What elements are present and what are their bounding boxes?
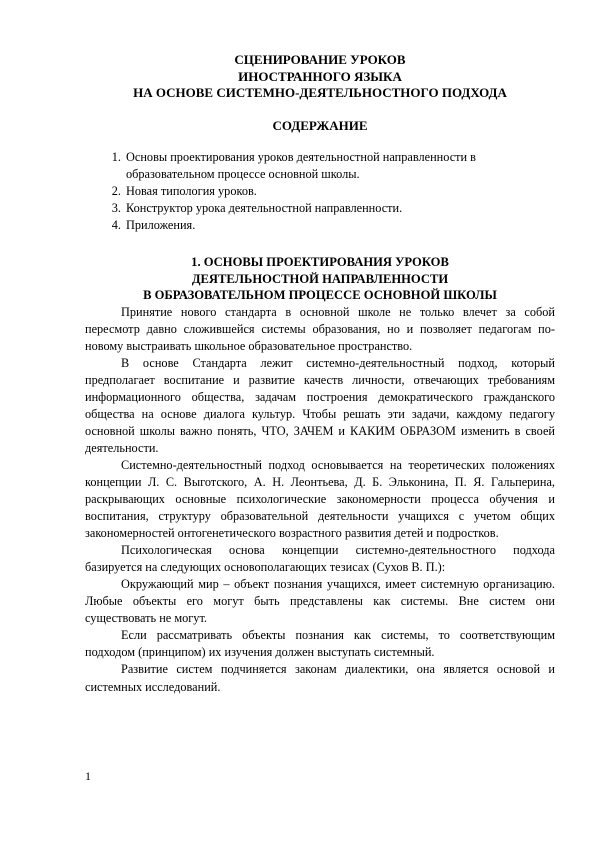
page-number: 1: [85, 769, 91, 783]
toc-item: 4. Приложения.: [124, 217, 555, 234]
section-heading-line: В ОБРАЗОВАТЕЛЬНОМ ПРОЦЕССЕ ОСНОВНОЙ ШКОЛЫ: [143, 288, 497, 302]
body-paragraph: В основе Стандарта лежит системно-деятельностный подход, который предполагает воспитание и развитие качеств личности, отвечающих требованиям информационного общества, задачам построения демократического гражданского общества на основе диалога культур. Чтобы решать эти задачи, каждому педагогу основной школы важно понять, ЧТО, ЗАЧЕМ и КАКИМ ОБРАЗОМ изменить в своей деятельности.: [85, 355, 555, 455]
title-line: НА ОСНОВЕ СИСТЕМНО-ДЕЯТЕЛЬНОСТНОГО ПОДХОДА: [133, 85, 507, 100]
body-paragraph: Принятие нового стандарта в основной школе не только влечет за собой пересмотр давно сложившейся системы образования, но и позволяет педагогам по-новому выстраивать школьное образовательное пространство.: [85, 304, 555, 353]
section-body: [85, 304, 555, 696]
page-content: [85, 52, 555, 696]
body-paragraph: Психологическая основа концепции системно-деятельностного подхода базируется на следующих основополагающих тезисах (Сухов В. П.):: [85, 543, 555, 575]
toc-item: 2. Новая типология уроков.: [124, 183, 555, 200]
toc-item: 1. Основы проектирования уроков деятельностной направленности в образовательном процессе основной школы.: [124, 149, 555, 183]
section-heading: [85, 254, 555, 304]
body-paragraph: Системно-деятельностный подход основывается на теоретических положениях концепции Л. С. Выготского, А. Н. Леонтьева, Д. Б. Эльконина, П. Я. Гальперина, раскрывающих основные психологические закономерности процесса обучения и воспитания, структуру образовательной деятельности учащихся с учетом общих закономерностей онтогенетического возрастного развития детей и подростков.: [85, 457, 555, 541]
section-heading-line: ДЕЯТЕЛЬНОСТНОЙ НАПРАВЛЕННОСТИ: [191, 271, 449, 286]
section-heading-line: 1. ОСНОВЫ ПРОЕКТИРОВАНИЯ УРОКОВ: [191, 255, 449, 269]
title-line: СЦЕНИРОВАНИЕ УРОКОВ: [234, 52, 406, 67]
document-title: [85, 52, 555, 102]
body-paragraph: Развитие систем подчиняется законам диалектики, она является основой и системных исследований.: [85, 662, 555, 694]
toc-item: 3. Конструктор урока деятельностной направленности.: [124, 200, 555, 217]
contents-heading: СОДЕРЖАНИЕ: [272, 117, 368, 133]
title-line: ИНОСТРАННОГО ЯЗЫКА: [238, 68, 402, 84]
body-paragraph: Окружающий мир – объект познания учащихся, имеет системную организацию. Любые объекты его могут быть представлены как системы. Вне систем они существовать не могут.: [85, 577, 555, 626]
table-of-contents: [85, 149, 555, 234]
body-paragraph: Если рассматривать объекты познания как системы, то соответствующим подходом (принципом) их изучения должен выступать системный.: [85, 628, 555, 660]
